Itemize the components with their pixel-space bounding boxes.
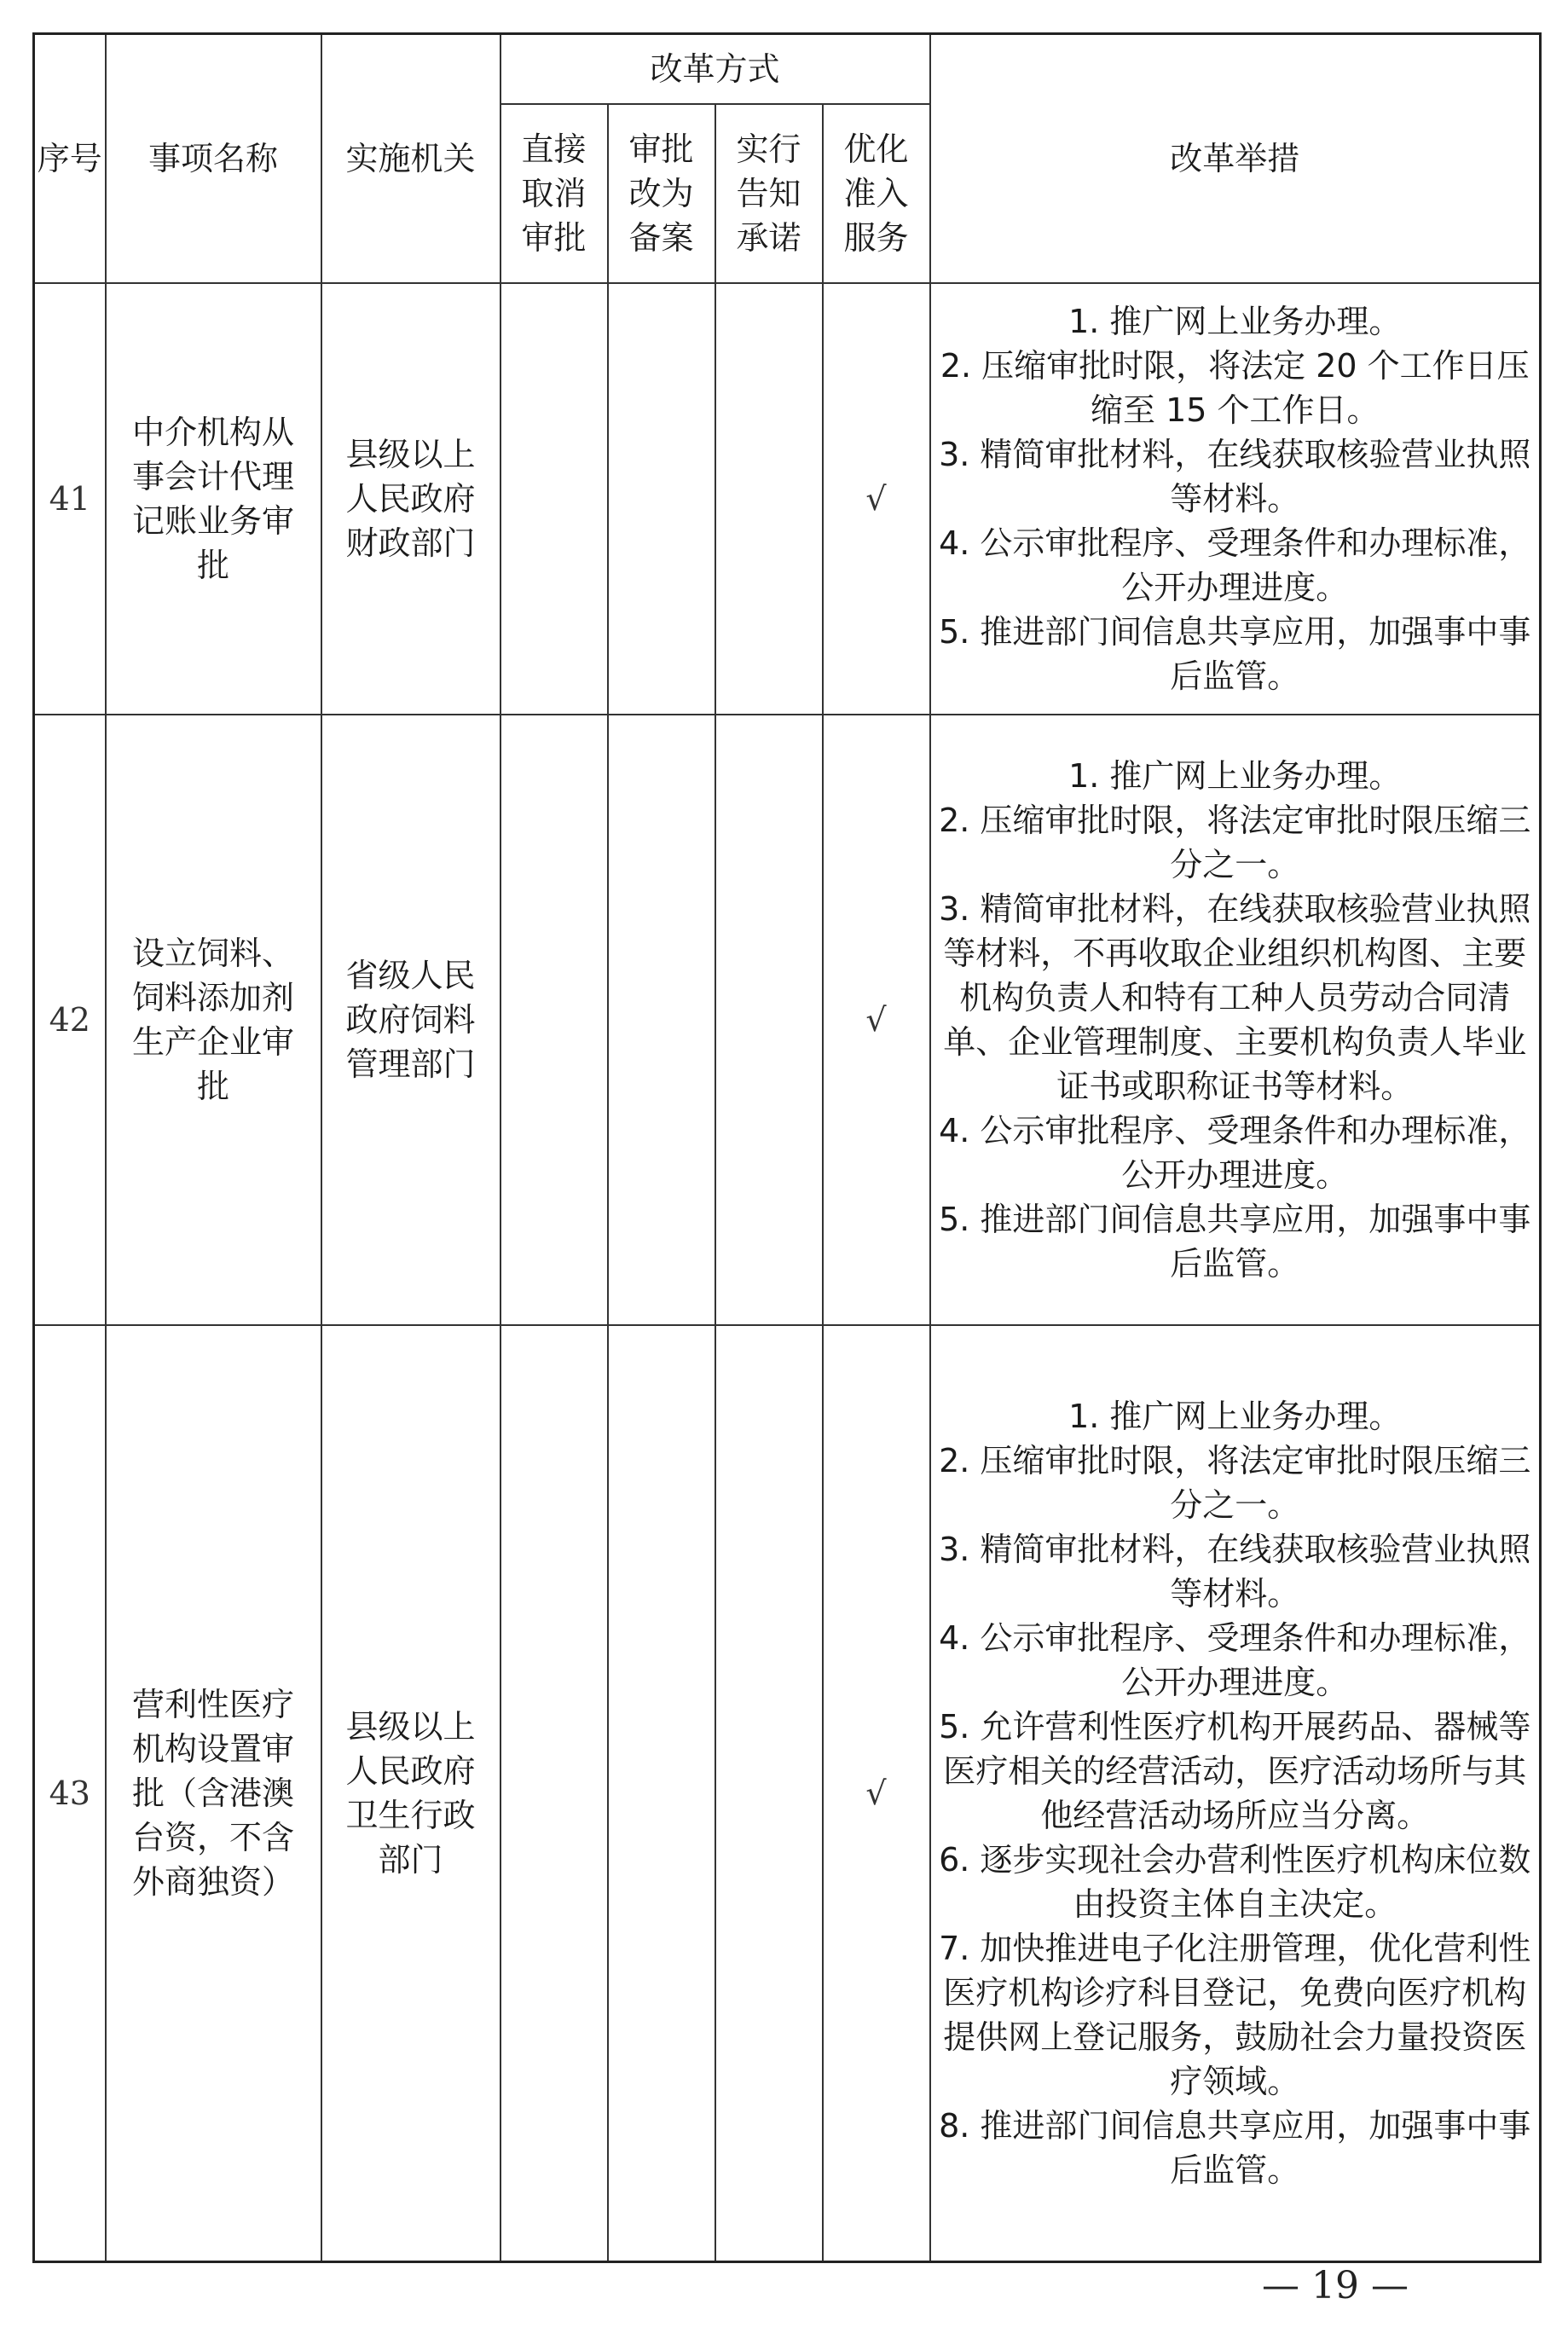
- row-index: 42: [34, 715, 106, 1325]
- item-name-line: 台资，不含: [131, 1818, 294, 1856]
- mark-filing: [608, 283, 715, 715]
- item-name-line: 记账业务审: [131, 502, 294, 540]
- item-name-line: 外商独资）: [131, 1862, 294, 1901]
- header-mode-text: 实行: [736, 130, 801, 168]
- measure-item: 4. 公示审批程序、受理条件和办理标准，公开办理进度。: [939, 1112, 1531, 1194]
- mark-cancel: [500, 715, 608, 1325]
- header-mode-cancel: [500, 104, 608, 283]
- mark-filing: [608, 715, 715, 1325]
- measure-item: 5. 允许营利性医疗机构开展药品、器械等医疗相关的经营活动，医疗活动场所与其他经营活动场所应当分离。: [939, 1707, 1531, 1834]
- item-name: [106, 1325, 321, 2261]
- item-name-line: 生产企业审: [131, 1023, 294, 1061]
- mark-cancel: [500, 283, 608, 715]
- measures: [930, 283, 1541, 715]
- header-reform-mode: 改革方式: [500, 34, 930, 105]
- item-name-line: 事会计代理: [131, 458, 294, 495]
- item-name-line: 机构设置审: [131, 1729, 294, 1768]
- table-row: [34, 283, 1541, 715]
- measure-item: 8. 推进部门间信息共享应用，加强事中事后监管。: [939, 2106, 1531, 2189]
- measure-item: 3. 精简审批材料，在线获取核验营业执照等材料，不再收取企业组织机构图、主要机构负责人和特有工种人员劳动合同清单、企业管理制度、主要机构负责人毕业证书或职称证书等材料。: [939, 890, 1531, 1105]
- header-mode-text: 告知: [736, 175, 801, 212]
- measure-item: 3. 精简审批材料，在线获取核验营业执照等材料。: [939, 1530, 1531, 1612]
- measure-item: 6. 逐步实现社会办营利性医疗机构床位数由投资主体自主决定。: [939, 1840, 1531, 1923]
- header-mode-text: 承诺: [736, 219, 801, 257]
- measure-item: 1. 推广网上业务办理。: [1068, 757, 1402, 795]
- row-index: 43: [34, 1325, 106, 2261]
- agency: [321, 1325, 500, 2261]
- check-mark: √: [823, 1325, 930, 2261]
- agency: [321, 715, 500, 1325]
- header-mode-text: 优化: [843, 130, 909, 168]
- agency-line: 财政部门: [345, 524, 476, 562]
- agency-line: 省级人民: [345, 957, 476, 994]
- measure-item: 4. 公示审批程序、受理条件和办理标准，公开办理进度。: [939, 524, 1531, 606]
- item-name-line: 批: [196, 1068, 229, 1105]
- header-measures: 改革举措: [930, 34, 1541, 284]
- agency-line: 县级以上: [345, 436, 476, 473]
- measure-item: 2. 压缩审批时限，将法定审批时限压缩三分之一。: [939, 802, 1531, 883]
- item-name-line: 批: [196, 547, 229, 584]
- header-mode-text: 改为: [628, 175, 694, 212]
- mark-commitment: [715, 715, 823, 1325]
- table-row: [34, 715, 1541, 1325]
- row-index: 41: [34, 283, 106, 715]
- header-mode-optimize: [823, 104, 930, 283]
- table-row: [34, 1325, 1541, 2261]
- item-name-line: 批（含港澳: [131, 1774, 294, 1812]
- header-item-name: 事项名称: [106, 34, 321, 284]
- mark-filing: [608, 1325, 715, 2261]
- header-mode-text: 审批: [628, 130, 694, 168]
- agency-line: 县级以上: [345, 1707, 476, 1746]
- header-mode-text: 服务: [843, 219, 909, 257]
- header-mode-commitment: [715, 104, 823, 283]
- agency-line: 人民政府: [345, 1751, 476, 1790]
- item-name-line: 中介机构从: [131, 414, 294, 451]
- header-mode-filing: [608, 104, 715, 283]
- header-mode-text: 审批: [521, 219, 587, 257]
- header-mode-text: 直接: [521, 130, 587, 168]
- agency-line: 部门: [378, 1840, 443, 1879]
- item-name-line: 营利性医疗: [131, 1685, 294, 1723]
- measure-item: 3. 精简审批材料，在线获取核验营业执照等材料。: [939, 436, 1531, 518]
- measure-item: 2. 压缩审批时限，将法定 20 个工作日压缩至 15 个工作日。: [940, 347, 1530, 429]
- header-mode-text: 准入: [843, 175, 909, 212]
- item-name: [106, 283, 321, 715]
- page-number: — 19 —: [1262, 2264, 1409, 2307]
- measure-item: 2. 压缩审批时限，将法定审批时限压缩三分之一。: [939, 1441, 1531, 1524]
- mark-cancel: [500, 1325, 608, 2261]
- header-seq: 序号: [34, 34, 106, 284]
- item-name: [106, 715, 321, 1325]
- mark-commitment: [715, 1325, 823, 2261]
- measure-item: 4. 公示审批程序、受理条件和办理标准，公开办理进度。: [939, 1618, 1531, 1701]
- check-mark: √: [823, 283, 930, 715]
- measure-item: 7. 加快推进电子化注册管理，优化营利性医疗机构诊疗科目登记，免费向医疗机构提供网上登记服务，鼓励社会力量投资医疗领域。: [939, 1929, 1531, 2100]
- measures: [930, 1325, 1541, 2261]
- header-mode-text: 备案: [628, 219, 694, 257]
- agency: [321, 283, 500, 715]
- measure-item: 5. 推进部门间信息共享应用，加强事中事后监管。: [939, 1201, 1531, 1282]
- agency-line: 管理部门: [345, 1045, 476, 1083]
- item-name-line: 设立饲料、: [131, 935, 294, 972]
- header-agency: 实施机关: [321, 34, 500, 284]
- agency-line: 卫生行政: [345, 1796, 476, 1834]
- measures: [930, 715, 1541, 1325]
- measure-item: 5. 推进部门间信息共享应用，加强事中事后监管。: [939, 613, 1531, 695]
- item-name-line: 饲料添加剂: [131, 979, 294, 1016]
- agency-line: 政府饲料: [345, 1001, 476, 1039]
- header-mode-text: 取消: [521, 175, 587, 212]
- check-mark: √: [823, 715, 930, 1325]
- reform-table: [32, 32, 1542, 2263]
- mark-commitment: [715, 283, 823, 715]
- agency-line: 人民政府: [345, 480, 476, 518]
- measure-item: 1. 推广网上业务办理。: [1068, 303, 1402, 340]
- measure-item: 1. 推广网上业务办理。: [1068, 1397, 1402, 1435]
